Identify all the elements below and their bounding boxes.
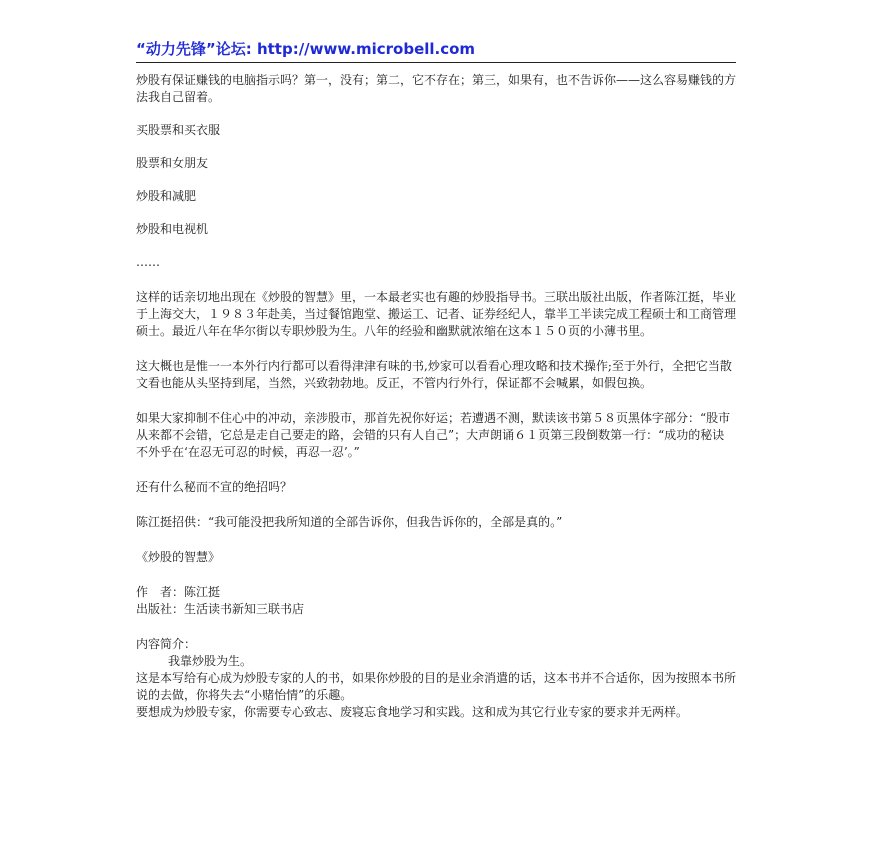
author-quote: 陈江挺招供：“我可能没把我所知道的全部告诉你，但我告诉你的，全部是真的。” [136, 515, 563, 529]
book-intro-paragraph: 这样的话亲切地出现在《炒股的智慧》里，一本最老实也有趣的炒股指导书。三联出版社出版，作者陈江挺，毕业于上海交大，１９８３年赴美，当过餐馆跑堂、搬运工、记者、证券经纪人，靠半工半读完成工程硕士和工商管理硕士。最近八年在华尔街以专职炒股为生。八年的经验和幽默就浓缩在这本１５０页的小薄书里。 [136, 290, 737, 338]
book-author: 作 者：陈江挺 [136, 585, 221, 599]
topic-line: 股票和女朋友 [136, 156, 209, 170]
book-title: 《炒股的智慧》 [136, 550, 221, 564]
summary-paragraph: 要想成为炒股专家，你需要专心致志、废寝忘食地学习和实践。这和成为其它行业专家的要求并无两样。 [136, 705, 689, 719]
article-body [136, 72, 736, 721]
header-rule [136, 62, 736, 63]
topic-line: 买股票和买衣服 [136, 123, 221, 137]
question-line: 还有什么秘而不宣的绝招吗？ [136, 480, 293, 494]
book-publisher: 出版社：生活读书新知三联书店 [136, 602, 305, 616]
advice-paragraph: 如果大家抑制不住心中的冲动，亲涉股市，那首先祝你好运；若遭遇不测，默读该书第５８页黑体字部分：“股市从来都不会错，它总是走自己要走的路，会错的只有人自己”；大声朗诵６１页第三段倒数第一行：“成功的秘诀不外乎在‘在忍无可忍的时候，再忍一忍’。” [136, 411, 731, 459]
summary-line: 我靠炒股为生。 [168, 654, 253, 668]
audience-paragraph: 这大概也是惟一一本外行内行都可以看得津津有味的书,炒家可以看看心理攻略和技术操作;至于外行，全把它当散文看也能从头坚持到尾，当然，兴致勃勃地。反正，不管内行外行，保证都不会喊累，如假包换。 [136, 359, 732, 390]
summary-heading: 内容简介： [136, 637, 197, 651]
forum-header: “动力先锋”论坛: http://www.microbell.com [136, 40, 476, 58]
intro-paragraph: 炒股有保证赚钱的电脑指示吗？第一，没有；第二，它不存在；第三，如果有，也不告诉你——这么容易赚钱的方法我自己留着。 [136, 73, 737, 104]
summary-paragraph: 这是本写给有心成为炒股专家的人的书，如果你炒股的目的是业余消遣的话，这本书并不合适你，因为按照本书所说的去做，你将失去“小赌怡情”的乐趣。 [136, 671, 737, 702]
topic-line: 炒股和电视机 [136, 222, 209, 236]
ellipsis-line: …… [136, 255, 160, 269]
topic-line: 炒股和减肥 [136, 189, 197, 203]
